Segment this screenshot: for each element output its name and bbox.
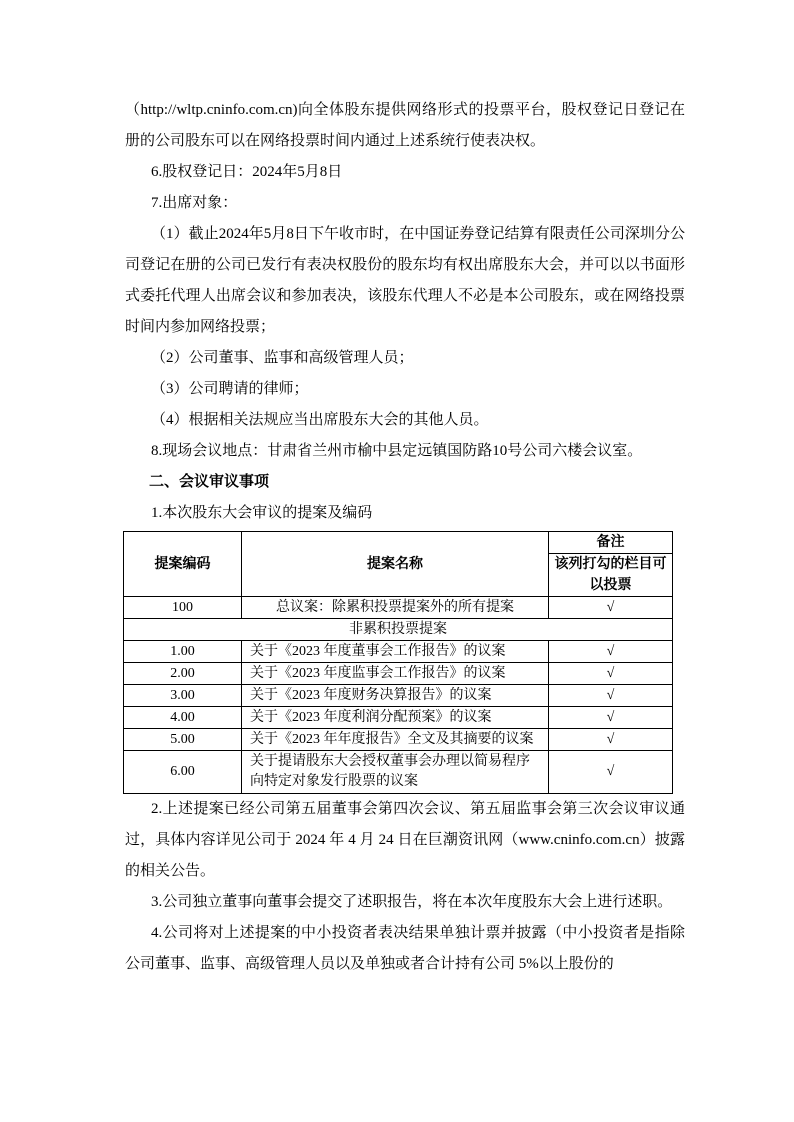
paragraph-attendees-item4: （4）根据相关法规应当出席股东大会的其他人员。 xyxy=(151,412,489,428)
cell-name: 关于《2023 年度董事会工作报告》的议案 xyxy=(242,641,549,663)
paragraph-attendees-item3: （3）公司聘请的律师； xyxy=(151,381,309,397)
table-section-row xyxy=(124,619,673,641)
paragraph-proposal-approval: 2.上述提案已经公司第五届董事会第四次会议、第五届监事会第三次会议审议通过，具体内容详见公司于 2024 年 4 月 24 日在巨潮资讯网（www.cninfo.com.cn）披露的相关公告。 xyxy=(125,801,685,879)
cell-code: 5.00 xyxy=(124,729,242,751)
cell-code: 6.00 xyxy=(124,751,242,794)
paragraph-voting-platform: （http://wltp.cninfo.com.cn)向全体股东提供网络形式的投票平台，股权登记日登记在册的公司股东可以在网络投票时间内通过上述系统行使表决权。 xyxy=(125,102,685,149)
cell-code: 2.00 xyxy=(124,663,242,685)
section-heading-review-matters: 二、会议审议事项 xyxy=(149,474,270,490)
cell-check: √ xyxy=(549,729,673,751)
cell-name: 关于提请股东大会授权董事会办理以简易程序向特定对象发行股票的议案 xyxy=(242,751,549,794)
paragraph-meeting-venue: 8.现场会议地点：甘肃省兰州市榆中县定远镇国防路10号公司六楼会议室。 xyxy=(151,443,643,459)
document-content xyxy=(125,95,685,980)
header-proposal-name: 提案名称 xyxy=(242,532,549,597)
table-header-row xyxy=(124,532,673,554)
table-row xyxy=(124,729,673,751)
header-remark-subtext: 该列打勾的栏目可以投票 xyxy=(549,554,673,597)
table-row xyxy=(124,663,673,685)
table-row-general xyxy=(124,597,673,619)
cell-check: √ xyxy=(549,597,673,619)
cell-code: 100 xyxy=(124,597,242,619)
table-row xyxy=(124,641,673,663)
header-proposal-code: 提案编码 xyxy=(124,532,242,597)
proposals-table xyxy=(123,531,673,794)
paragraph-attendees-item2: （2）公司董事、监事和高级管理人员； xyxy=(151,350,414,366)
section-label-non-cumulative: 非累积投票提案 xyxy=(124,619,673,641)
cell-check: √ xyxy=(549,707,673,729)
paragraph-table-intro: 1.本次股东大会审议的提案及编码 xyxy=(151,505,373,521)
cell-check: √ xyxy=(549,685,673,707)
cell-check: √ xyxy=(549,641,673,663)
cell-code: 1.00 xyxy=(124,641,242,663)
cell-name: 总议案：除累积投票提案外的所有提案 xyxy=(242,597,549,619)
cell-name: 关于《2023 年年度报告》全文及其摘要的议案 xyxy=(242,729,549,751)
table-row xyxy=(124,751,673,794)
cell-name: 关于《2023 年度利润分配预案》的议案 xyxy=(242,707,549,729)
paragraph-minority-investors: 4.公司将对上述提案的中小投资者表决结果单独计票并披露（中小投资者是指除公司董事、监事、高级管理人员以及单独或者合计持有公司 5%以上股份的 xyxy=(125,925,685,972)
cell-check: √ xyxy=(549,663,673,685)
cell-code: 4.00 xyxy=(124,707,242,729)
paragraph-record-date: 6.股权登记日：2024年5月8日 xyxy=(151,164,343,180)
paragraph-attendees-item1: （1）截止2024年5月8日下午收市时，在中国证券登记结算有限责任公司深圳分公司登记在册的公司已发行有表决权股份的股东均有权出席股东大会，并可以以书面形式委托代理人出席会议和参加表决，该股东代理人不必是本公司股东，或在网络投票时间内参加网络投票； xyxy=(125,226,685,335)
header-remark: 备注 xyxy=(549,532,673,554)
cell-name: 关于《2023 年度财务决算报告》的议案 xyxy=(242,685,549,707)
cell-check: √ xyxy=(549,751,673,794)
table-row xyxy=(124,707,673,729)
cell-code: 3.00 xyxy=(124,685,242,707)
cell-name: 关于《2023 年度监事会工作报告》的议案 xyxy=(242,663,549,685)
table-row xyxy=(124,685,673,707)
paragraph-independent-director-report: 3.公司独立董事向董事会提交了述职报告，将在本次年度股东大会上进行述职。 xyxy=(151,894,673,910)
paragraph-attendees-title: 7.出席对象： xyxy=(151,195,238,211)
